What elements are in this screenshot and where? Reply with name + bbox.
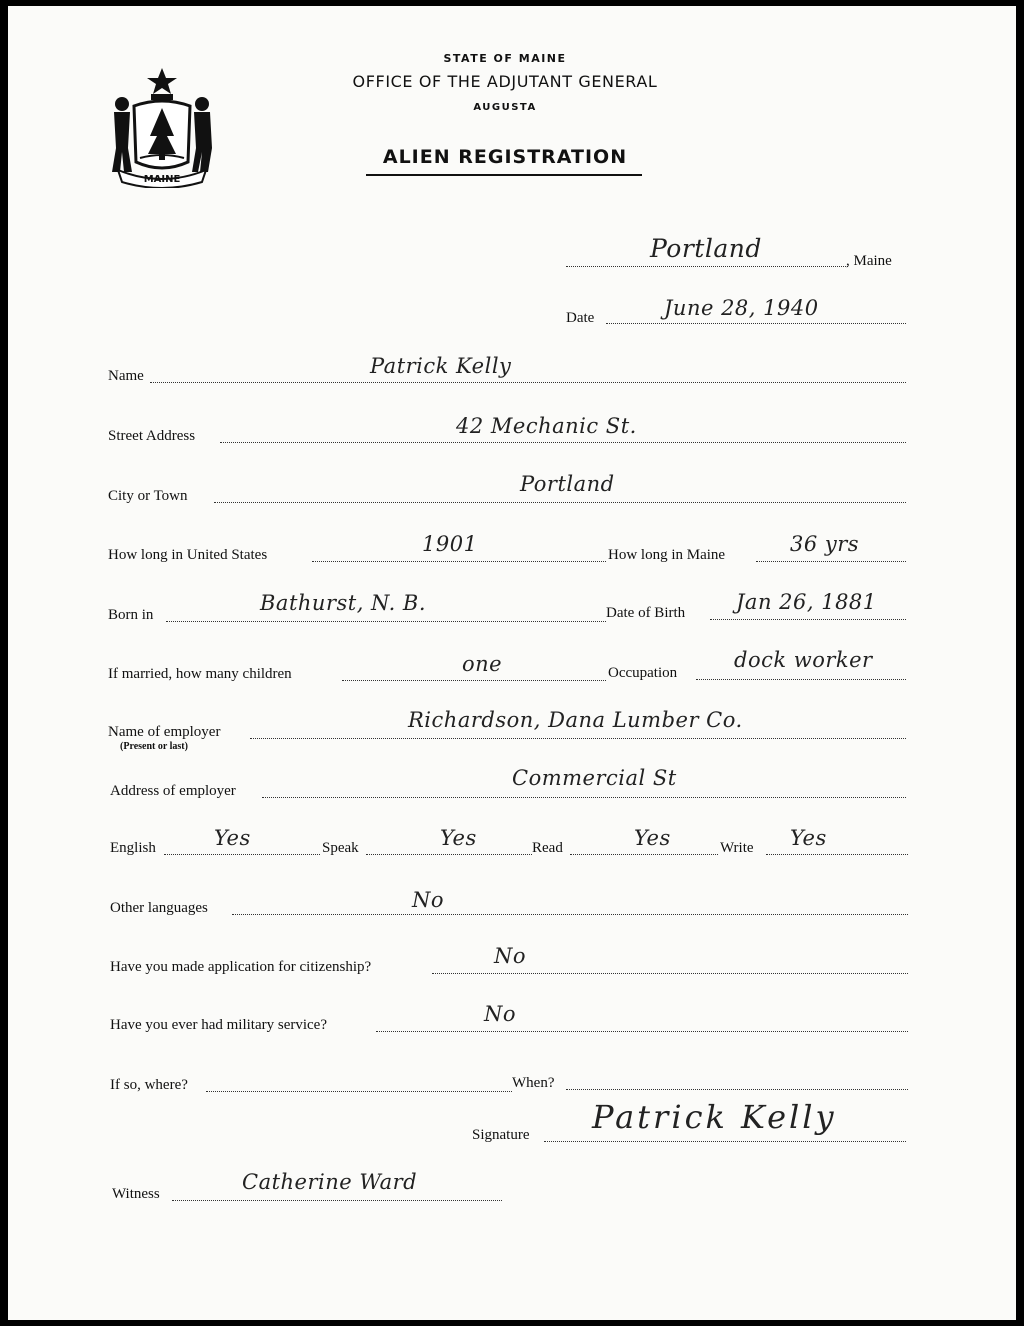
occupation-label: Occupation	[608, 665, 678, 681]
maine-label: , Maine	[846, 253, 892, 269]
born-in-label: Born in	[108, 607, 154, 623]
born-in-value: Bathurst, N. B.	[260, 591, 427, 615]
speak-label: Speak	[322, 840, 359, 856]
read-label: Read	[532, 840, 563, 856]
city-line	[214, 502, 906, 503]
date-line	[606, 323, 906, 324]
header-city: AUGUSTA	[473, 102, 537, 113]
maine-seal-icon	[104, 66, 220, 188]
how-long-us-label: How long in United States	[108, 547, 268, 563]
children-line	[342, 680, 606, 681]
city-label: City or Town	[108, 488, 188, 504]
city-value: Portland	[520, 472, 615, 496]
employer-value: Richardson, Dana Lumber Co.	[408, 708, 743, 732]
english-label: English	[110, 840, 156, 856]
date-of-birth-line	[710, 619, 906, 620]
witness-label: Witness	[112, 1186, 160, 1202]
witness-line	[172, 1200, 502, 1201]
how-long-us-value: 1901	[422, 532, 478, 556]
header-state: STATE OF MAINE	[443, 52, 567, 65]
form-title: ALIEN REGISTRATION	[382, 146, 628, 168]
how-long-maine-label: How long in Maine	[608, 547, 726, 563]
military-line	[376, 1031, 908, 1032]
read-line	[570, 854, 718, 855]
street-line	[220, 442, 906, 443]
other-languages-value: No	[412, 888, 445, 912]
read-value: Yes	[634, 826, 671, 850]
street-value: 42 Mechanic St.	[456, 414, 637, 438]
place-line	[566, 266, 848, 267]
military-label: Have you ever had military service?	[110, 1017, 327, 1033]
other-languages-label: Other languages	[110, 900, 208, 916]
citizenship-value: No	[494, 944, 527, 968]
street-label: Street Address	[108, 428, 196, 444]
english-line	[164, 854, 320, 855]
date-label: Date	[566, 310, 595, 326]
place-value: Portland	[650, 234, 762, 263]
employer-line	[250, 738, 906, 739]
employer-address-line	[262, 797, 906, 798]
employer-sublabel: (Present or last)	[120, 741, 188, 752]
children-label: If married, how many children	[108, 666, 292, 682]
when-label: When?	[512, 1075, 555, 1091]
how-long-maine-value: 36 yrs	[790, 532, 860, 556]
citizenship-label: Have you made application for citizenship?	[110, 959, 372, 975]
name-value: Patrick Kelly	[370, 354, 512, 378]
svg-text:MAINE: MAINE	[143, 174, 181, 185]
speak-line	[366, 854, 532, 855]
signature-line	[544, 1141, 906, 1142]
other-languages-line	[232, 914, 908, 915]
date-of-birth-value: Jan 26, 1881	[736, 590, 877, 614]
write-label: Write	[720, 840, 754, 856]
military-value: No	[484, 1002, 517, 1026]
name-label: Name	[108, 368, 144, 384]
occupation-line	[696, 679, 906, 680]
date-value: June 28, 1940	[664, 296, 819, 320]
citizenship-line	[432, 973, 908, 974]
witness-value: Catherine Ward	[242, 1170, 418, 1194]
employer-label: Name of employer	[108, 724, 221, 740]
employer-address-value: Commercial St	[512, 766, 677, 790]
english-value: Yes	[214, 826, 251, 850]
write-value: Yes	[790, 826, 827, 850]
speak-value: Yes	[440, 826, 477, 850]
signature-label: Signature	[472, 1127, 530, 1143]
how-long-us-line	[312, 561, 606, 562]
born-in-line	[166, 621, 606, 622]
header-office: OFFICE OF THE ADJUTANT GENERAL	[352, 72, 658, 91]
write-line	[766, 854, 908, 855]
where-line	[206, 1091, 512, 1092]
when-line	[566, 1089, 908, 1090]
signature-value: Patrick Kelly	[592, 1098, 837, 1136]
children-value: one	[462, 652, 503, 676]
employer-address-label: Address of employer	[110, 783, 236, 799]
how-long-maine-line	[756, 561, 906, 562]
name-line	[150, 382, 906, 383]
date-of-birth-label: Date of Birth	[606, 605, 686, 621]
where-label: If so, where?	[110, 1077, 188, 1093]
occupation-value: dock worker	[734, 648, 873, 672]
title-underline	[366, 174, 642, 176]
